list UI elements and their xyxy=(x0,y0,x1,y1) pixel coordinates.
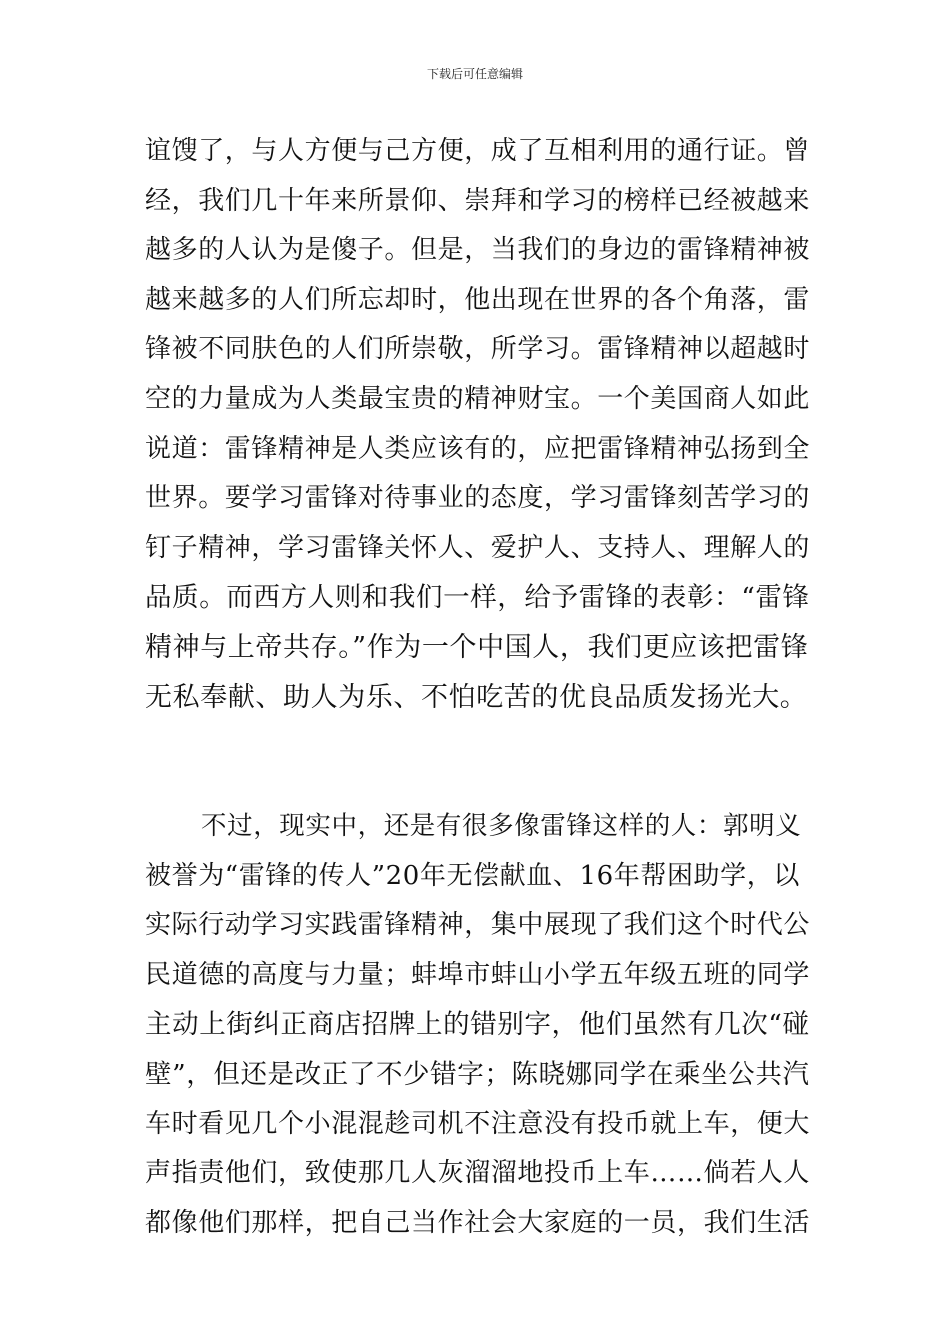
text-line: 都像他们那样，把自己当作社会大家庭的一员，我们生活 xyxy=(145,1207,811,1238)
text-line: 壁”，但还是改正了不少错字；陈晓娜同学在乘坐公共汽 xyxy=(145,1058,810,1090)
text-line: 品质。而西方人则和我们一样，给予雷锋的表彰：“雷锋 xyxy=(145,582,810,614)
text-line: 世界。要学习雷锋对待事业的态度，学习雷锋刻苦学习的 xyxy=(145,483,811,514)
text-line: 无私奉献、助人为乐、不怕吃苦的优良品质发扬光大。 xyxy=(145,681,808,713)
text-line: 谊馊了，与人方便与己方便，成了互相利用的通行证。曾 xyxy=(145,136,811,166)
text-line: 精神与上帝共存。”作为一个中国人，我们更应该把雷锋 xyxy=(145,631,809,663)
text-line: 被誉为“雷锋的传人”20年无偿献血、16年帮困助学，以 xyxy=(145,860,800,891)
page-header: 下载后可任意编辑 xyxy=(426,67,523,81)
text-line: 空的力量成为人类最宝贵的精神财宝。一个美国商人如此 xyxy=(145,383,811,414)
paragraph-1 xyxy=(145,127,810,722)
text-line: 声指责他们，致使那几人灰溜溜地投币上车……倘若人人 xyxy=(145,1158,811,1189)
text-line: 锋被不同肤色的人们所崇敬，所学习。雷锋精神以超越时 xyxy=(145,334,811,365)
text-line: 说道：雷锋精神是人类应该有的，应把雷锋精神弘扬到全 xyxy=(145,433,811,464)
text-line: 越多的人认为是傻子。但是，当我们的身边的雷锋精神被 xyxy=(145,235,811,266)
text-line: 经，我们几十年来所景仰、崇拜和学习的榜样已经被越来 xyxy=(145,185,811,216)
text-line: 钉子精神，学习雷锋关怀人、爱护人、支持人、理解人的 xyxy=(145,532,811,563)
paragraph-2 xyxy=(145,802,810,1248)
text-line: 民道德的高度与力量；蚌埠市蚌山小学五年级五班的同学 xyxy=(145,959,811,990)
text-line: 主动上街纠正商店招牌上的错别字，他们虽然有几次“碰 xyxy=(145,1009,810,1041)
text-line: 实际行动学习实践雷锋精神，集中展现了我们这个时代公 xyxy=(145,910,811,941)
text-line: 车时看见几个小混混趁司机不注意没有投币就上车，便大 xyxy=(145,1108,811,1139)
text-line-indented: 不过，现实中，还是有很多像雷锋这样的人：郭明义 xyxy=(201,811,802,841)
text-line: 越来越多的人们所忘却时，他出现在世界的各个角落，雷 xyxy=(145,284,811,315)
